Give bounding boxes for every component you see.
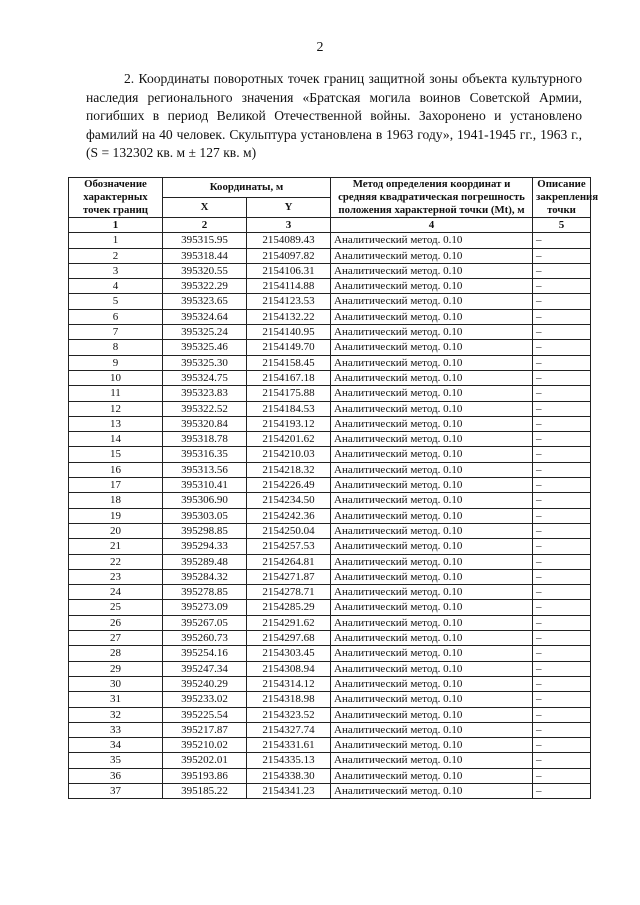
method-cell: Аналитический метод. 0.10 [331, 554, 533, 569]
method-cell: Аналитический метод. 0.10 [331, 539, 533, 554]
point-number-cell: 11 [69, 386, 163, 401]
y-coordinate-cell: 2154338.30 [247, 768, 331, 783]
table-row [69, 722, 591, 737]
point-number-cell: 19 [69, 508, 163, 523]
table-row [69, 738, 591, 753]
point-number-cell: 4 [69, 279, 163, 294]
method-cell: Аналитический метод. 0.10 [331, 569, 533, 584]
y-coordinate-cell: 2154210.03 [247, 447, 331, 462]
x-coordinate-cell: 395324.75 [163, 370, 247, 385]
y-coordinate-cell: 2154106.31 [247, 263, 331, 278]
x-coordinate-cell: 395185.22 [163, 783, 247, 798]
point-number-cell: 37 [69, 783, 163, 798]
table-body [69, 233, 591, 799]
method-cell: Аналитический метод. 0.10 [331, 783, 533, 798]
point-number-cell: 7 [69, 325, 163, 340]
table-row [69, 294, 591, 309]
method-cell: Аналитический метод. 0.10 [331, 508, 533, 523]
point-number-cell: 26 [69, 615, 163, 630]
point-number-cell: 36 [69, 768, 163, 783]
description-cell: – [533, 279, 591, 294]
method-cell: Аналитический метод. 0.10 [331, 355, 533, 370]
description-cell: – [533, 707, 591, 722]
header-point-designation: Обозначение характерных точек границ [69, 178, 163, 218]
y-coordinate-cell: 2154257.53 [247, 539, 331, 554]
description-cell: – [533, 738, 591, 753]
table-row [69, 462, 591, 477]
point-number-cell: 28 [69, 646, 163, 661]
y-coordinate-cell: 2154341.23 [247, 783, 331, 798]
table-row [69, 416, 591, 431]
table-row [69, 386, 591, 401]
description-cell: – [533, 370, 591, 385]
table-row [69, 676, 591, 691]
method-cell: Аналитический метод. 0.10 [331, 646, 533, 661]
table-row [69, 263, 591, 278]
x-coordinate-cell: 395210.02 [163, 738, 247, 753]
description-cell: – [533, 646, 591, 661]
description-cell: – [533, 569, 591, 584]
table-row [69, 233, 591, 248]
y-coordinate-cell: 2154114.88 [247, 279, 331, 294]
point-number-cell: 32 [69, 707, 163, 722]
table-row [69, 401, 591, 416]
method-cell: Аналитический метод. 0.10 [331, 416, 533, 431]
point-number-cell: 1 [69, 233, 163, 248]
x-coordinate-cell: 395322.29 [163, 279, 247, 294]
y-coordinate-cell: 2154097.82 [247, 248, 331, 263]
table-row [69, 508, 591, 523]
method-cell: Аналитический метод. 0.10 [331, 386, 533, 401]
description-cell: – [533, 692, 591, 707]
point-number-cell: 8 [69, 340, 163, 355]
table-row [69, 692, 591, 707]
x-coordinate-cell: 395247.34 [163, 661, 247, 676]
y-coordinate-cell: 2154175.88 [247, 386, 331, 401]
table-row [69, 539, 591, 554]
y-coordinate-cell: 2154158.45 [247, 355, 331, 370]
y-coordinate-cell: 2154123.53 [247, 294, 331, 309]
method-cell: Аналитический метод. 0.10 [331, 631, 533, 646]
method-cell: Аналитический метод. 0.10 [331, 462, 533, 477]
x-coordinate-cell: 395233.02 [163, 692, 247, 707]
header-coordinates: Координаты, м [163, 178, 331, 198]
method-cell: Аналитический метод. 0.10 [331, 523, 533, 538]
point-number-cell: 23 [69, 569, 163, 584]
table-row [69, 340, 591, 355]
x-coordinate-cell: 395240.29 [163, 676, 247, 691]
point-number-cell: 10 [69, 370, 163, 385]
description-cell: – [533, 783, 591, 798]
y-coordinate-cell: 2154323.52 [247, 707, 331, 722]
table-row [69, 325, 591, 340]
method-cell: Аналитический метод. 0.10 [331, 676, 533, 691]
table-row [69, 478, 591, 493]
x-coordinate-cell: 395306.90 [163, 493, 247, 508]
x-coordinate-cell: 395267.05 [163, 615, 247, 630]
description-cell: – [533, 600, 591, 615]
method-cell: Аналитический метод. 0.10 [331, 294, 533, 309]
method-cell: Аналитический метод. 0.10 [331, 753, 533, 768]
column-index-cell: 3 [247, 218, 331, 233]
x-coordinate-cell: 395294.33 [163, 539, 247, 554]
table-row [69, 370, 591, 385]
y-coordinate-cell: 2154264.81 [247, 554, 331, 569]
intro-paragraph: 2. Координаты поворотных точек границ защитной зоны объекта культурного наследия регионального значения «Братская могила воинов Советской Армии, погибших в период Великой Отечественной войны. Захоронено и установлено фамилий на 40 человек. Скульптура установлена в 1963 году», 1941-1945 гг., 1963 г., (S = 132302 кв. м ± 127 кв. м) [86, 71, 582, 161]
x-coordinate-cell: 395217.87 [163, 722, 247, 737]
description-cell: – [533, 462, 591, 477]
x-coordinate-cell: 395260.73 [163, 631, 247, 646]
method-cell: Аналитический метод. 0.10 [331, 309, 533, 324]
description-cell: – [533, 325, 591, 340]
table-row [69, 646, 591, 661]
table-row [69, 600, 591, 615]
point-number-cell: 24 [69, 585, 163, 600]
y-coordinate-cell: 2154242.36 [247, 508, 331, 523]
x-coordinate-cell: 395316.35 [163, 447, 247, 462]
table-row [69, 631, 591, 646]
method-cell: Аналитический метод. 0.10 [331, 340, 533, 355]
y-coordinate-cell: 2154250.04 [247, 523, 331, 538]
y-coordinate-cell: 2154140.95 [247, 325, 331, 340]
y-coordinate-cell: 2154278.71 [247, 585, 331, 600]
header-method: Метод определения координат и средняя квадратическая погрешность положения характерной точки (Mt), м [331, 178, 533, 218]
description-cell: – [533, 768, 591, 783]
point-number-cell: 21 [69, 539, 163, 554]
description-cell: – [533, 309, 591, 324]
x-coordinate-cell: 395310.41 [163, 478, 247, 493]
table-row [69, 615, 591, 630]
description-cell: – [533, 493, 591, 508]
y-coordinate-cell: 2154132.22 [247, 309, 331, 324]
description-cell: – [533, 294, 591, 309]
point-number-cell: 29 [69, 661, 163, 676]
y-coordinate-cell: 2154297.68 [247, 631, 331, 646]
y-coordinate-cell: 2154331.61 [247, 738, 331, 753]
x-coordinate-cell: 395320.84 [163, 416, 247, 431]
y-coordinate-cell: 2154318.98 [247, 692, 331, 707]
description-cell: – [533, 508, 591, 523]
method-cell: Аналитический метод. 0.10 [331, 768, 533, 783]
method-cell: Аналитический метод. 0.10 [331, 707, 533, 722]
method-cell: Аналитический метод. 0.10 [331, 325, 533, 340]
description-cell: – [533, 523, 591, 538]
table-row [69, 707, 591, 722]
point-number-cell: 33 [69, 722, 163, 737]
table-row [69, 554, 591, 569]
description-cell: – [533, 554, 591, 569]
description-cell: – [533, 386, 591, 401]
point-number-cell: 12 [69, 401, 163, 416]
table-row [69, 248, 591, 263]
point-number-cell: 20 [69, 523, 163, 538]
coordinates-table [68, 177, 599, 799]
header-x: X [163, 198, 247, 218]
point-number-cell: 18 [69, 493, 163, 508]
point-number-cell: 13 [69, 416, 163, 431]
y-coordinate-cell: 2154308.94 [247, 661, 331, 676]
column-index-cell: 5 [533, 218, 591, 233]
y-coordinate-cell: 2154226.49 [247, 478, 331, 493]
x-coordinate-cell: 395323.83 [163, 386, 247, 401]
column-index-cell: 1 [69, 218, 163, 233]
x-coordinate-cell: 395318.78 [163, 432, 247, 447]
description-cell: – [533, 722, 591, 737]
description-cell: – [533, 753, 591, 768]
method-cell: Аналитический метод. 0.10 [331, 661, 533, 676]
point-number-cell: 2 [69, 248, 163, 263]
page-number: 2 [316, 40, 324, 55]
method-cell: Аналитический метод. 0.10 [331, 248, 533, 263]
x-coordinate-cell: 395202.01 [163, 753, 247, 768]
column-index-row [69, 218, 591, 233]
x-coordinate-cell: 395278.85 [163, 585, 247, 600]
table-row [69, 783, 591, 798]
y-coordinate-cell: 2154303.45 [247, 646, 331, 661]
description-cell: – [533, 585, 591, 600]
y-coordinate-cell: 2154089.43 [247, 233, 331, 248]
column-index-cell: 4 [331, 218, 533, 233]
x-coordinate-cell: 395298.85 [163, 523, 247, 538]
x-coordinate-cell: 395254.16 [163, 646, 247, 661]
method-cell: Аналитический метод. 0.10 [331, 493, 533, 508]
method-cell: Аналитический метод. 0.10 [331, 401, 533, 416]
x-coordinate-cell: 395325.24 [163, 325, 247, 340]
method-cell: Аналитический метод. 0.10 [331, 615, 533, 630]
x-coordinate-cell: 395325.30 [163, 355, 247, 370]
x-coordinate-cell: 395325.46 [163, 340, 247, 355]
y-coordinate-cell: 2154271.87 [247, 569, 331, 584]
header-y: Y [247, 198, 331, 218]
description-cell: – [533, 263, 591, 278]
table-row [69, 432, 591, 447]
description-cell: – [533, 233, 591, 248]
method-cell: Аналитический метод. 0.10 [331, 263, 533, 278]
point-number-cell: 5 [69, 294, 163, 309]
x-coordinate-cell: 395318.44 [163, 248, 247, 263]
description-cell: – [533, 248, 591, 263]
point-number-cell: 27 [69, 631, 163, 646]
table-row [69, 447, 591, 462]
point-number-cell: 3 [69, 263, 163, 278]
method-cell: Аналитический метод. 0.10 [331, 600, 533, 615]
description-cell: – [533, 447, 591, 462]
point-number-cell: 17 [69, 478, 163, 493]
method-cell: Аналитический метод. 0.10 [331, 738, 533, 753]
column-index-cell: 2 [163, 218, 247, 233]
y-coordinate-cell: 2154167.18 [247, 370, 331, 385]
description-cell: – [533, 401, 591, 416]
description-cell: – [533, 631, 591, 646]
x-coordinate-cell: 395225.54 [163, 707, 247, 722]
x-coordinate-cell: 395315.95 [163, 233, 247, 248]
point-number-cell: 35 [69, 753, 163, 768]
table-row [69, 355, 591, 370]
x-coordinate-cell: 395303.05 [163, 508, 247, 523]
method-cell: Аналитический метод. 0.10 [331, 722, 533, 737]
description-cell: – [533, 416, 591, 431]
x-coordinate-cell: 395324.64 [163, 309, 247, 324]
method-cell: Аналитический метод. 0.10 [331, 279, 533, 294]
point-number-cell: 30 [69, 676, 163, 691]
y-coordinate-cell: 2154327.74 [247, 722, 331, 737]
method-cell: Аналитический метод. 0.10 [331, 370, 533, 385]
description-cell: – [533, 615, 591, 630]
y-coordinate-cell: 2154149.70 [247, 340, 331, 355]
description-cell: – [533, 432, 591, 447]
description-cell: – [533, 676, 591, 691]
y-coordinate-cell: 2154201.62 [247, 432, 331, 447]
table-row [69, 585, 591, 600]
point-number-cell: 25 [69, 600, 163, 615]
point-number-cell: 14 [69, 432, 163, 447]
table-row [69, 309, 591, 324]
table-row [69, 279, 591, 294]
header-description: Описание закрепления точки [533, 178, 591, 218]
y-coordinate-cell: 2154234.50 [247, 493, 331, 508]
point-number-cell: 9 [69, 355, 163, 370]
table-row [69, 661, 591, 676]
y-coordinate-cell: 2154218.32 [247, 462, 331, 477]
description-cell: – [533, 340, 591, 355]
point-number-cell: 15 [69, 447, 163, 462]
description-cell: – [533, 478, 591, 493]
point-number-cell: 31 [69, 692, 163, 707]
x-coordinate-cell: 395322.52 [163, 401, 247, 416]
point-number-cell: 16 [69, 462, 163, 477]
method-cell: Аналитический метод. 0.10 [331, 478, 533, 493]
x-coordinate-cell: 395289.48 [163, 554, 247, 569]
table-row [69, 569, 591, 584]
table-row [69, 768, 591, 783]
point-number-cell: 34 [69, 738, 163, 753]
y-coordinate-cell: 2154184.53 [247, 401, 331, 416]
x-coordinate-cell: 395320.55 [163, 263, 247, 278]
y-coordinate-cell: 2154335.13 [247, 753, 331, 768]
method-cell: Аналитический метод. 0.10 [331, 447, 533, 462]
method-cell: Аналитический метод. 0.10 [331, 233, 533, 248]
y-coordinate-cell: 2154193.12 [247, 416, 331, 431]
x-coordinate-cell: 395273.09 [163, 600, 247, 615]
point-number-cell: 6 [69, 309, 163, 324]
description-cell: – [533, 661, 591, 676]
x-coordinate-cell: 395323.65 [163, 294, 247, 309]
x-coordinate-cell: 395284.32 [163, 569, 247, 584]
y-coordinate-cell: 2154291.62 [247, 615, 331, 630]
point-number-cell: 22 [69, 554, 163, 569]
method-cell: Аналитический метод. 0.10 [331, 692, 533, 707]
y-coordinate-cell: 2154285.29 [247, 600, 331, 615]
description-cell: – [533, 355, 591, 370]
method-cell: Аналитический метод. 0.10 [331, 585, 533, 600]
method-cell: Аналитический метод. 0.10 [331, 432, 533, 447]
y-coordinate-cell: 2154314.12 [247, 676, 331, 691]
x-coordinate-cell: 395193.86 [163, 768, 247, 783]
table-row [69, 523, 591, 538]
table-row [69, 493, 591, 508]
x-coordinate-cell: 395313.56 [163, 462, 247, 477]
table-row [69, 753, 591, 768]
description-cell: – [533, 539, 591, 554]
